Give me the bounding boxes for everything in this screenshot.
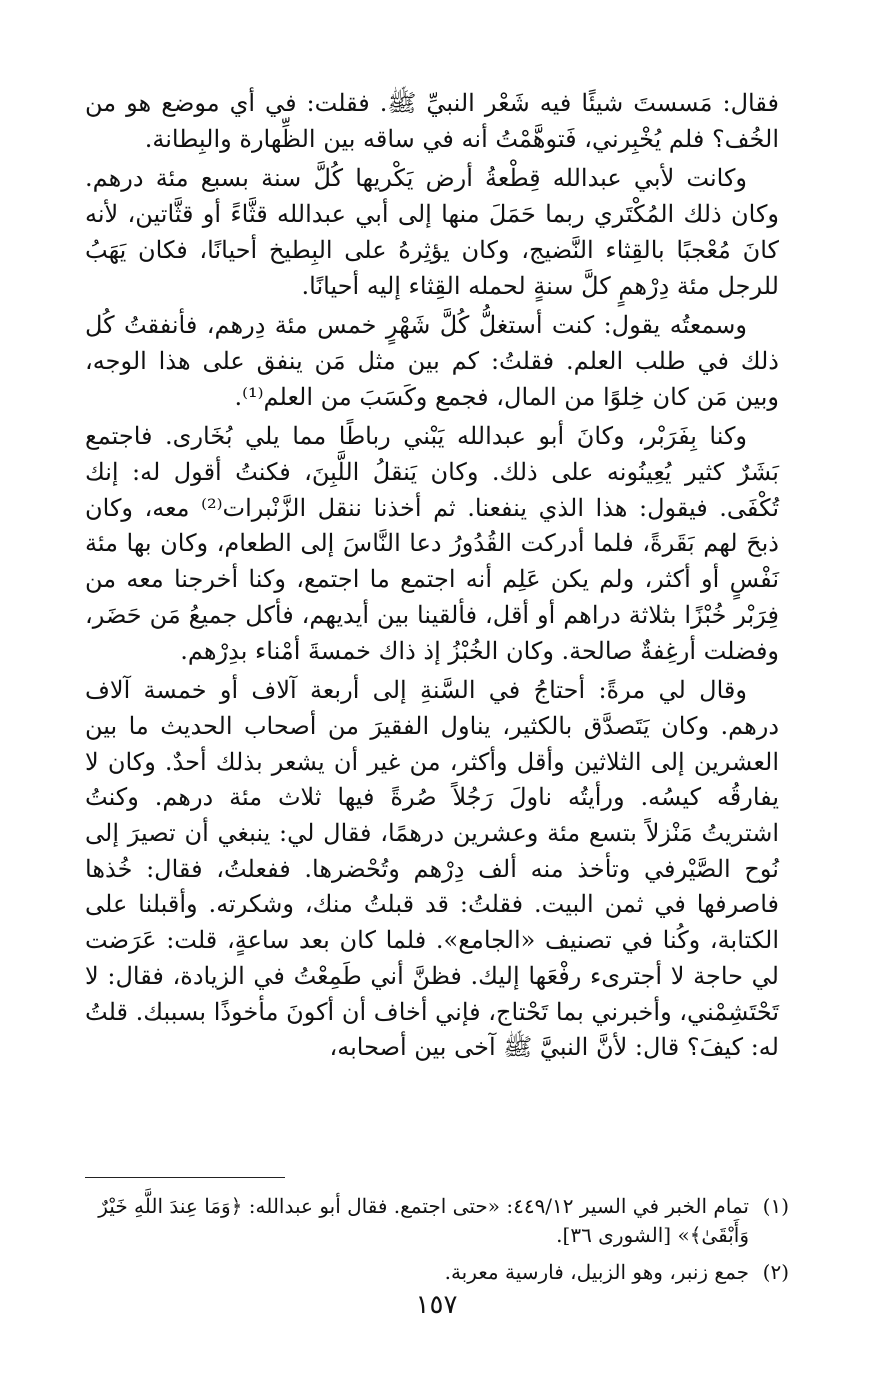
paragraph: وكنا بِفَرَبْر، وكانَ أبو عبدالله يَبْني رباطًا مما يلي بُخَارى. فاجتمع بَشَرٌ كثير يُعِينُونه على ذلك. وكان يَنقلُ اللَّبِنَ، فكنتُ أقول له: إنك تُكْفَى. فيقول: هذا الذي ينفعنا. ثم أخذنا ننقل الزَّنْبرات⁽²⁾ معه، وكان ذبحَ لهم بَقَرةً، فلما أدركت القُدُورُ دعا النَّاسَ إلى الطعام، وكان بها مئة نَفْسٍ أو أكثر، ولم يكن عَلِم أنه اجتمع ما اجتمع، وكنا أخرجنا معه من فِرَبْر خُبْزًا بثلاثة دراهم أو أقل، فألقينا بين أيديهم، فأكل جميعُ مَن حَضَر، وفضلت أرغِفةٌ صالحة. وكان الخُبْزُ إذ ذاك خمسةَ أمْناء بدِرْهم.	[85, 422, 779, 665]
main-text	[85, 86, 779, 1070]
footnote	[85, 1258, 789, 1287]
paragraph: فقال: مَسستَ شيئًا فيه شَعْر النبيِّ ﷺ. فقلت: في أي موضع هو من الخُف؟ فلم يُخْبِرني، فَتوهَّمْتُ أنه في ساقه بين الظِّهارة والبِطانة.	[85, 89, 779, 153]
footnote-text: جمع زنبر، وهو الزبيل، فارسية معربة.	[444, 1260, 749, 1284]
paragraph: وكانت لأبي عبدالله قِطْعةُ أرض يَكْريها كُلَّ سنة بسبع مئة درهم. وكان ذلك المُكْتَري ربما حَمَلَ منها إلى أبي عبدالله قثَّاءً أو قثَّاتين، لأنه كانَ مُعْجبًا بالقِثاء النَّضيج، وكان يؤثِرهُ على البِطيخ أحيانًا، فكان يَهَبُ للرجل مئة دِرْهمٍ كلَّ سنةٍ لحمله القِثاء إليه أحيانًا.	[85, 164, 779, 300]
footnotes	[85, 1192, 789, 1295]
paragraph: وسمعتُه يقول: كنت أستغلُّ كُلَّ شَهْرٍ خمس مئة دِرهم، فأنفقتُ كُل ذلك في طلب العلم. فقلتُ: كم بين مثل مَن ينفق على هذا الوجه، وبين مَن كان خِلوًا من المال، فجمع وكَسَبَ من العلم⁽¹⁾.	[85, 311, 779, 411]
footnote-number: (١)	[762, 1194, 789, 1218]
footnote	[85, 1192, 789, 1250]
paragraph: وقال لي مرةً: أحتاجُ في السَّنةِ إلى أربعة آلاف أو خمسة آلاف درهم. وكان يَتَصدَّق بالكثير، يناول الفقيرَ من أصحاب الحديث ما بين العشرين إلى الثلاثين وأقل وأكثر، من غير أن يشعر بذلك أحدٌ. وكان لا يفارقُه كيسُه. ورأيتُه ناولَ رَجُلاً صُرةً فيها ثلاث مئة درهم. وكنتُ اشتريتُ مَنْزلاً بتسع مئة وعشرين درهمًا، فقال لي: ينبغي أن تصيرَ إلى نُوح الصَّيْرفي وتأخذ منه ألف دِرْهم وتُحْضرها. ففعلتُ، فقال: خُذها فاصرفها في ثمن البيت. فقلتُ: قد قبلتُ منك، وشكرته. وأقبلنا على الكتابة، وكُنا في تصنيف «الجامع». فلما كان بعد ساعةٍ، قلت: عَرَضت لي حاجة لا أجترىء رفْعَها إليك. فظنَّ أني طَمِعْتُ في الزيادة، فقال: لا تَحْتَشِمْني، وأخبرني بما تَحْتاج، فإني أخاف أن أكونَ مأخوذًا بسببك. قلتُ له: كيفَ؟ قال: لأنَّ النبيَّ ﷺ آخى بين أصحابه،	[85, 676, 780, 1062]
footnote-text: تمام الخبر في السير ٤٤٩/١٢: «حتى اجتمع. فقال أبو عبدالله: ﴿وَمَا عِندَ اللَّهِ خَيْرٌ وَأَبْقَىٰ﴾» [الشورى ٣٦].	[98, 1194, 749, 1247]
footnote-number: (٢)	[762, 1260, 789, 1284]
footnote-separator	[85, 1177, 285, 1178]
page-number: ١٥٧	[415, 1290, 458, 1320]
